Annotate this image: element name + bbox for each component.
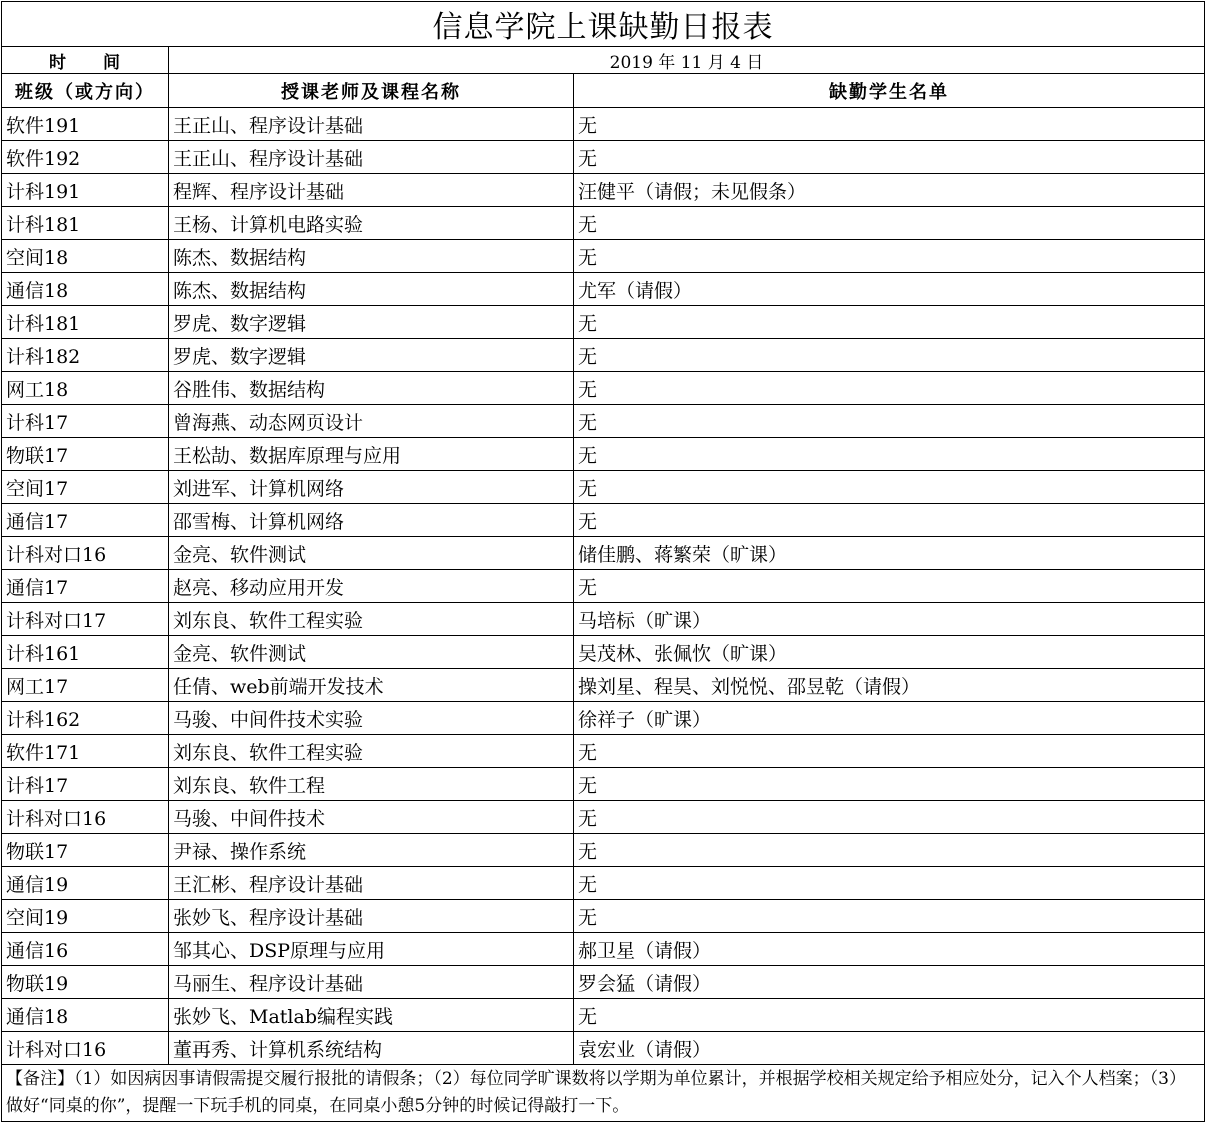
class-cell: 通信18: [2, 273, 169, 306]
table-row: [2, 108, 1205, 141]
class-cell: 计科对口16: [2, 801, 169, 834]
class-cell: 软件191: [2, 108, 169, 141]
table-row: [2, 339, 1205, 372]
absent-cell: 无: [574, 570, 1205, 603]
table-row: [2, 735, 1205, 768]
table-row: [2, 1032, 1205, 1065]
class-cell: 通信16: [2, 933, 169, 966]
teacher-course-cell: 陈杰、数据结构: [169, 240, 574, 273]
class-cell: 计科17: [2, 405, 169, 438]
teacher-course-cell: 邹其心、DSP原理与应用: [169, 933, 574, 966]
class-cell: 通信18: [2, 999, 169, 1032]
table-row: [2, 372, 1205, 405]
table-row: [2, 768, 1205, 801]
class-cell: 物联17: [2, 438, 169, 471]
time-row: [2, 47, 1205, 74]
table-row: [2, 405, 1205, 438]
teacher-course-cell: 谷胜伟、数据结构: [169, 372, 574, 405]
absent-cell: 罗会猛（请假）: [574, 966, 1205, 999]
absent-cell: 无: [574, 999, 1205, 1032]
title-row: [2, 2, 1205, 47]
teacher-course-cell: 刘东良、软件工程: [169, 768, 574, 801]
teacher-course-cell: 金亮、软件测试: [169, 636, 574, 669]
class-cell: 计科181: [2, 306, 169, 339]
absent-cell: 袁宏业（请假）: [574, 1032, 1205, 1065]
teacher-course-cell: 罗虎、数字逻辑: [169, 339, 574, 372]
absent-cell: 无: [574, 141, 1205, 174]
absent-cell: 无: [574, 207, 1205, 240]
teacher-course-cell: 陈杰、数据结构: [169, 273, 574, 306]
teacher-course-cell: 张妙飞、程序设计基础: [169, 900, 574, 933]
table-row: [2, 570, 1205, 603]
class-cell: 计科17: [2, 768, 169, 801]
teacher-course-cell: 尹禄、操作系统: [169, 834, 574, 867]
absent-cell: 无: [574, 372, 1205, 405]
absent-cell: 徐祥子（旷课）: [574, 702, 1205, 735]
teacher-course-cell: 邵雪梅、计算机网络: [169, 504, 574, 537]
table-row: [2, 801, 1205, 834]
teacher-course-cell: 王正山、程序设计基础: [169, 108, 574, 141]
absent-cell: 操刘星、程昊、刘悦悦、邵昱乾（请假）: [574, 669, 1205, 702]
teacher-course-cell: 王杨、计算机电路实验: [169, 207, 574, 240]
class-cell: 计科对口16: [2, 537, 169, 570]
teacher-course-cell: 刘东良、软件工程实验: [169, 603, 574, 636]
report-title: 信息学院上课缺勤日报表: [2, 2, 1205, 47]
class-cell: 计科162: [2, 702, 169, 735]
teacher-course-cell: 王松劼、数据库原理与应用: [169, 438, 574, 471]
class-cell: 软件171: [2, 735, 169, 768]
table-row: [2, 867, 1205, 900]
table-row: [2, 636, 1205, 669]
class-cell: 计科181: [2, 207, 169, 240]
class-cell: 网工17: [2, 669, 169, 702]
table-row: [2, 141, 1205, 174]
class-cell: 计科182: [2, 339, 169, 372]
table-row: [2, 900, 1205, 933]
class-cell: 软件192: [2, 141, 169, 174]
absent-cell: 无: [574, 504, 1205, 537]
teacher-course-cell: 王汇彬、程序设计基础: [169, 867, 574, 900]
absent-cell: 无: [574, 471, 1205, 504]
class-cell: 空间18: [2, 240, 169, 273]
header-absent: 缺勤学生名单: [574, 74, 1205, 108]
absence-report-table: [1, 1, 1205, 1122]
absent-cell: 无: [574, 339, 1205, 372]
teacher-course-cell: 罗虎、数字逻辑: [169, 306, 574, 339]
table-row: [2, 702, 1205, 735]
absent-cell: 无: [574, 240, 1205, 273]
teacher-course-cell: 王正山、程序设计基础: [169, 141, 574, 174]
absent-cell: 无: [574, 768, 1205, 801]
table-row: [2, 999, 1205, 1032]
table-row: [2, 933, 1205, 966]
absent-cell: 无: [574, 867, 1205, 900]
teacher-course-cell: 马丽生、程序设计基础: [169, 966, 574, 999]
absent-cell: 储佳鹏、蒋繁荣（旷课）: [574, 537, 1205, 570]
absent-cell: 无: [574, 735, 1205, 768]
absent-cell: 郝卫星（请假）: [574, 933, 1205, 966]
teacher-course-cell: 金亮、软件测试: [169, 537, 574, 570]
class-cell: 物联17: [2, 834, 169, 867]
absent-cell: 无: [574, 900, 1205, 933]
table-row: [2, 471, 1205, 504]
teacher-course-cell: 任倩、web前端开发技术: [169, 669, 574, 702]
table-row: [2, 834, 1205, 867]
table-row: [2, 240, 1205, 273]
absent-cell: 汪健平（请假；未见假条）: [574, 174, 1205, 207]
absent-cell: 尤军（请假）: [574, 273, 1205, 306]
absent-cell: 吴茂林、张佩忺（旷课）: [574, 636, 1205, 669]
header-teacher-course: 授课老师及课程名称: [169, 74, 574, 108]
absent-cell: 无: [574, 306, 1205, 339]
table-row: [2, 537, 1205, 570]
table-row: [2, 273, 1205, 306]
absent-cell: 无: [574, 834, 1205, 867]
table-row: [2, 207, 1205, 240]
report-date: 2019 年 11 月 4 日: [169, 47, 1205, 74]
absent-cell: 马培标（旷课）: [574, 603, 1205, 636]
class-cell: 空间19: [2, 900, 169, 933]
absent-cell: 无: [574, 108, 1205, 141]
note-row: [2, 1065, 1205, 1122]
table-row: [2, 438, 1205, 471]
remarks-text: 【备注】（1）如因病因事请假需提交履行报批的请假条；（2）每位同学旷课数将以学期为单位累计，并根据学校相关规定给予相应处分，记入个人档案；（3）做好“同桌的你”，提醒一下玩手机的同桌，在同桌小憩5分钟的时候记得敲打一下。: [2, 1065, 1205, 1122]
teacher-course-cell: 马骏、中间件技术实验: [169, 702, 574, 735]
absent-cell: 无: [574, 405, 1205, 438]
teacher-course-cell: 马骏、中间件技术: [169, 801, 574, 834]
teacher-course-cell: 曾海燕、动态网页设计: [169, 405, 574, 438]
table-row: [2, 966, 1205, 999]
class-cell: 通信17: [2, 504, 169, 537]
teacher-course-cell: 程辉、程序设计基础: [169, 174, 574, 207]
teacher-course-cell: 刘进军、计算机网络: [169, 471, 574, 504]
header-class: 班级（或方向）: [2, 74, 169, 108]
time-label: 时 间: [2, 47, 169, 74]
header-row: [2, 74, 1205, 108]
absent-cell: 无: [574, 801, 1205, 834]
teacher-course-cell: 董再秀、计算机系统结构: [169, 1032, 574, 1065]
class-cell: 物联19: [2, 966, 169, 999]
class-cell: 空间17: [2, 471, 169, 504]
table-row: [2, 306, 1205, 339]
table-row: [2, 504, 1205, 537]
table-row: [2, 603, 1205, 636]
teacher-course-cell: 赵亮、移动应用开发: [169, 570, 574, 603]
class-cell: 通信17: [2, 570, 169, 603]
teacher-course-cell: 刘东良、软件工程实验: [169, 735, 574, 768]
absent-cell: 无: [574, 438, 1205, 471]
table-row: [2, 174, 1205, 207]
table-row: [2, 669, 1205, 702]
class-cell: 计科191: [2, 174, 169, 207]
class-cell: 计科161: [2, 636, 169, 669]
class-cell: 计科对口17: [2, 603, 169, 636]
class-cell: 网工18: [2, 372, 169, 405]
class-cell: 通信19: [2, 867, 169, 900]
class-cell: 计科对口16: [2, 1032, 169, 1065]
teacher-course-cell: 张妙飞、Matlab编程实践: [169, 999, 574, 1032]
